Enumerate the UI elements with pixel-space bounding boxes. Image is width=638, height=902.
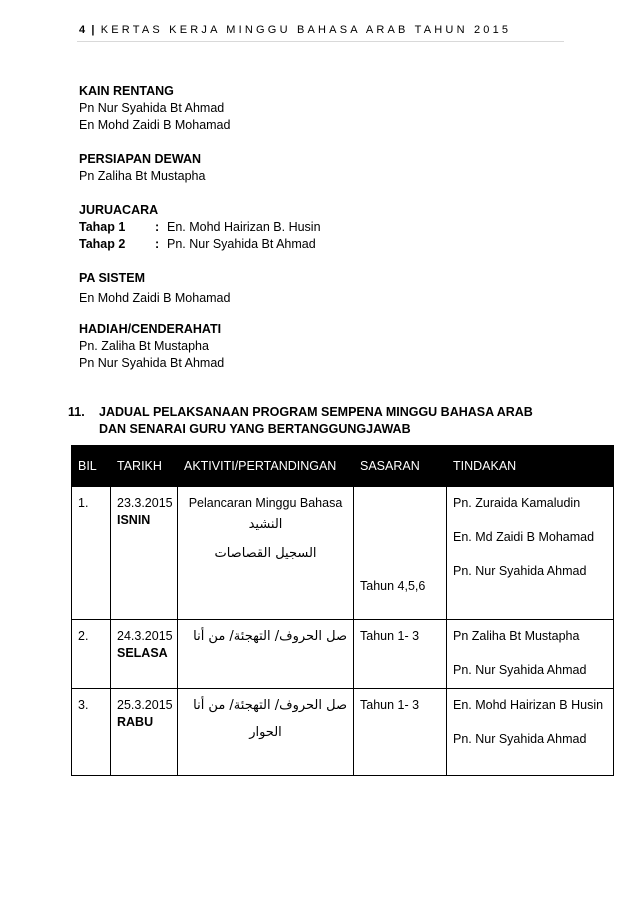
col-header-bil: BIL	[72, 446, 111, 487]
activity-arabic: الحوار	[249, 725, 282, 740]
person-name: Pn Zaliha Bt Mustapha	[79, 169, 206, 183]
section-heading: PERSIAPAN DEWAN	[79, 152, 202, 166]
cell-sasaran: Tahun 4,5,6	[354, 487, 447, 620]
header-separator: |	[91, 24, 95, 36]
cell-bil: 2.	[72, 620, 111, 689]
section-heading: HADIAH/CENDERAHATI	[79, 322, 222, 336]
table-row	[72, 487, 614, 620]
table-header-row	[72, 446, 614, 487]
title-line-1: JADUAL PELAKSANAAN PROGRAM SEMPENA MINGGU BAHASA ARAB	[99, 405, 533, 419]
cell-tindakan	[447, 689, 614, 776]
teacher-name: Pn. Nur Syahida Ahmad	[453, 732, 587, 746]
cell-aktiviti	[178, 620, 354, 689]
person-name: En Mohd Zaidi B Mohamad	[79, 291, 231, 305]
person-name: En Mohd Zaidi B Mohamad	[79, 118, 231, 132]
cell-sasaran: Tahun 1- 3	[354, 689, 447, 776]
section-hadiah	[79, 321, 224, 372]
section-heading: PA SISTEM	[79, 271, 145, 285]
section-11-title	[68, 404, 533, 438]
section-kain-rentang	[79, 83, 230, 134]
activity-arabic: صل الحروف/ التهجئة/ من أنا	[193, 698, 347, 713]
schedule-table	[71, 445, 614, 776]
date: 24.3.2015	[117, 629, 173, 643]
col-header-aktiviti: AKTIVITI/PERTANDINGAN	[178, 446, 354, 487]
teacher-name: Pn. Nur Syahida Ahmad	[453, 564, 587, 578]
teacher-name: Pn. Zuraida Kamaludin	[453, 496, 581, 510]
date: 23.3.2015	[117, 496, 173, 510]
day: SELASA	[117, 646, 168, 660]
activity-arabic: السجيل القصاصات	[214, 546, 317, 561]
header-divider	[77, 41, 564, 42]
date: 25.3.2015	[117, 698, 173, 712]
cell-tarikh	[111, 689, 178, 776]
col-header-tarikh: TARIKH	[111, 446, 178, 487]
cell-tindakan	[447, 620, 614, 689]
section-juruacara	[79, 202, 321, 253]
teacher-name: Pn Zaliha Bt Mustapha	[453, 629, 580, 643]
col-header-tindakan: TINDAKAN	[447, 446, 614, 487]
day: ISNIN	[117, 513, 151, 527]
cell-aktiviti	[178, 487, 354, 620]
activity-text: Pelancaran Minggu Bahasa	[188, 496, 343, 510]
page-header	[79, 24, 565, 36]
person-name: En. Mohd Hairizan B. Husin	[167, 220, 321, 234]
day: RABU	[117, 715, 154, 729]
cell-tarikh	[111, 487, 178, 620]
cell-tarikh	[111, 620, 178, 689]
header-title: KERTAS KERJA MINGGU BAHASA ARAB TAHUN 2015	[100, 24, 512, 36]
table-row	[72, 689, 614, 776]
teacher-name: En. Mohd Hairizan B Husin	[453, 698, 604, 712]
teacher-name: Pn. Nur Syahida Ahmad	[453, 663, 587, 677]
page-number: 4	[79, 24, 86, 36]
section-persiapan-dewan	[79, 151, 205, 185]
tahap-label: Tahap 1	[79, 220, 126, 234]
title-line-2: DAN SENARAI GURU YANG BERTANGGUNGJAWAB	[99, 422, 411, 436]
activity-arabic: صل الحروف/ التهجئة/ من أنا	[193, 629, 347, 644]
section-pa-sistem	[79, 270, 230, 307]
cell-bil: 1.	[72, 487, 111, 620]
cell-aktiviti	[178, 689, 354, 776]
section-heading: KAIN RENTANG	[79, 84, 174, 98]
teacher-name: En. Md Zaidi B Mohamad	[453, 530, 595, 544]
section-heading: JURUACARA	[79, 203, 159, 217]
table-row	[72, 620, 614, 689]
activity-arabic: النشيد	[248, 517, 283, 532]
tahap-label: Tahap 2	[79, 237, 126, 251]
juruacara-row	[79, 219, 321, 236]
colon: :	[155, 220, 160, 234]
person-name: Pn. Zaliha Bt Mustapha	[79, 339, 209, 353]
person-name: Pn Nur Syahida Bt Ahmad	[79, 101, 225, 115]
cell-sasaran: Tahun 1- 3	[354, 620, 447, 689]
juruacara-row	[79, 236, 321, 253]
colon: :	[155, 237, 160, 251]
person-name: Pn. Nur Syahida Bt Ahmad	[167, 237, 316, 251]
col-header-sasaran: SASARAN	[354, 446, 447, 487]
cell-bil: 3.	[72, 689, 111, 776]
person-name: Pn Nur Syahida Bt Ahmad	[79, 356, 225, 370]
section-number: 11.	[68, 405, 85, 419]
cell-tindakan	[447, 487, 614, 620]
